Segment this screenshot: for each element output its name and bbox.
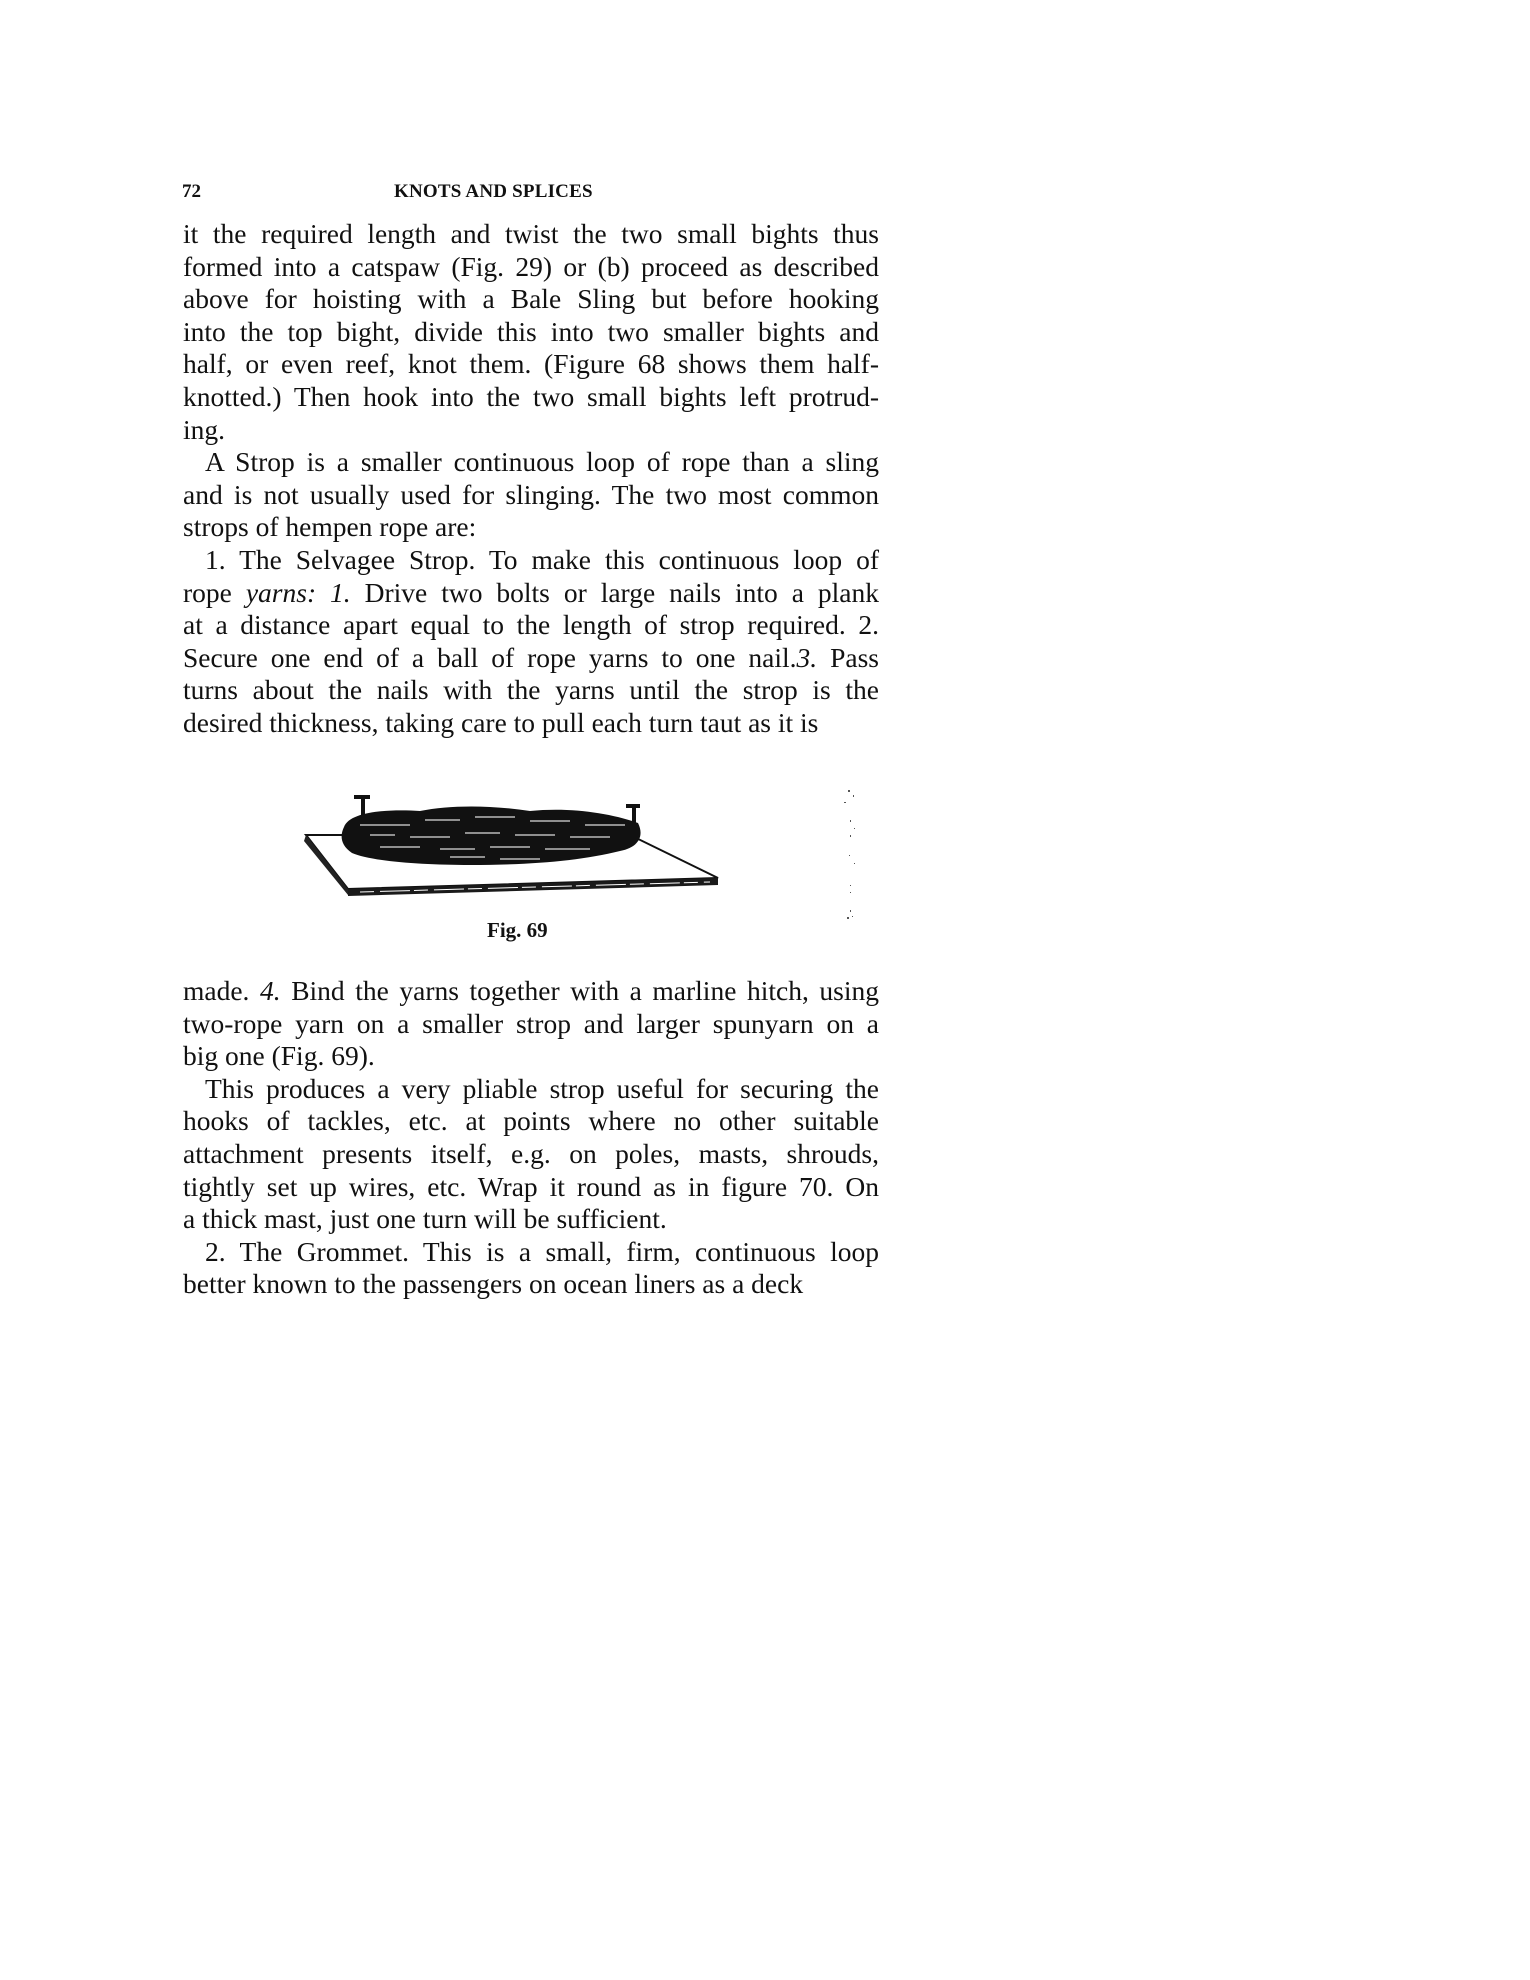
text-line: better known to the passengers on ocean liners as a deck [183,1268,804,1300]
text-line: strops of hempen rope are: [183,511,477,543]
text-line: attachment presents itself, e.g. on poles, masts, shrouds, [183,1137,879,1169]
scan-noise-dots [840,780,870,930]
text-line: desired thickness, taking care to pull each turn taut as it is [183,706,819,738]
book-title: KNOTS AND SPLICES [394,181,593,202]
text-span: Secure one end of a ball of rope yarns to one nail. [183,641,797,673]
text-line: turns about the nails with the yarns until the strop is the [183,674,879,706]
text-line [183,642,879,675]
text-line: at a distance apart equal to the length of strop required. 2. [183,609,879,641]
scan-specks [840,780,870,930]
selvagee-strop-drawing [300,775,740,920]
page-number: 72 [182,181,201,202]
text-span: Pass [817,641,879,673]
text-line [183,577,879,610]
text-line [183,975,879,1008]
text-line: it the required length and twist the two small bights thus [183,218,879,249]
italic-step: 3. [796,641,818,673]
text-line: two-rope yarn on a smaller strop and larger spunyarn on a [183,1007,879,1039]
text-line: half, or even reef, knot them. (Figure 68 shows them half- [183,348,879,380]
text-block-bottom [183,975,879,1301]
text-line: a thick mast, just one turn will be sufficient. [183,1203,667,1235]
paragraph-start-strop: A Strop is a smaller continuous loop of rope than a sling [205,446,879,478]
text-line: knotted.) Then hook into the two small bights left protrud- [183,380,879,412]
text-line: above for hoisting with a Bale Sling but before hooking [183,283,879,315]
text-span: rope [183,576,246,608]
italic-step: yarns: 1. [245,576,351,608]
text-span: made. [183,975,260,1006]
figure-caption: Fig. 69 [487,918,548,942]
figure-69-illustration [300,775,740,920]
text-line: into the top bight, divide this into two smaller bights and [183,315,879,347]
text-line: formed into a catspaw (Fig. 29) or (b) proceed as described [183,250,879,282]
text-line: and is not usually used for slinging. The two most common [183,478,879,510]
text-span: Bind the yarns together with a marline hitch, using [280,975,879,1006]
paragraph-start-pliable: This produces a very pliable strop useful for securing the [205,1072,879,1104]
paragraph-start-grommet: 2. The Grommet. This is a small, firm, continuous loop [205,1235,879,1267]
text-block-top [183,218,879,740]
text-line: ing. [183,413,226,445]
text-line: big one (Fig. 69). [183,1040,375,1072]
running-head [182,181,882,205]
text-span: Drive two bolts or large nails into a plank [350,576,879,608]
text-line: tightly set up wires, etc. Wrap it round as in figure 70. On [183,1170,879,1202]
paragraph-start-selvagee: 1. The Selvagee Strop. To make this continuous loop of [205,543,879,575]
italic-step: 4. [260,975,281,1006]
text-line: hooks of tackles, etc. at points where no other suitable [183,1105,879,1137]
